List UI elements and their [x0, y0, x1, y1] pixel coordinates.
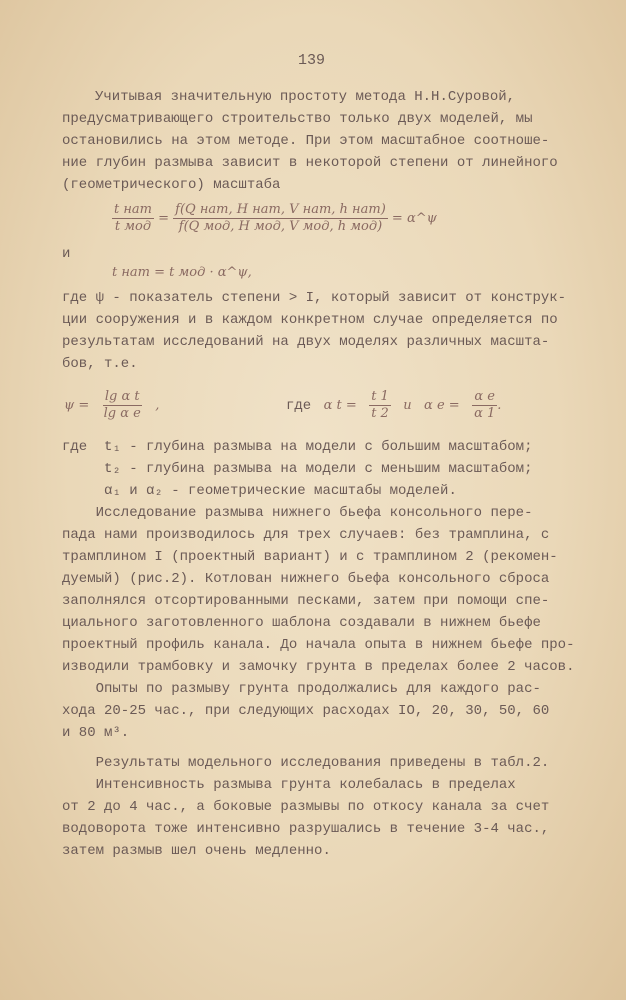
text-line: (геометрического) масштаба	[62, 177, 281, 193]
text-line: Интенсивность размыва грунта колебалась в пределах	[62, 777, 516, 793]
text-line: хода 20-25 час., при следующих расходах IO, 20, 30, 50, 60	[62, 703, 550, 719]
text-line: циального заготовленного шаблона создавали в нижнем бьефе	[62, 615, 541, 631]
text-line: от 2 до 4 час., а боковые размывы по откосу канала за счет	[62, 799, 550, 815]
page-number: 139	[298, 52, 326, 69]
formula-scour-nature: t нат = t мод · α^ψ,	[112, 265, 252, 280]
paragraph-gap	[62, 744, 622, 752]
where-word: где	[286, 397, 312, 414]
text-line: α₁ и α₂ - геометрические масштабы моделей.	[62, 483, 457, 499]
formula-result-wrap	[388, 211, 437, 227]
text-line: затем размыв шел очень медленно.	[62, 843, 331, 859]
formula-and: и	[403, 397, 412, 413]
text-line: трамплином I (проектный вариант) и с трамплином 2 (рекомен-	[62, 549, 558, 565]
text-line: Результаты модельного исследования приведены в табл.2.	[62, 755, 550, 771]
formula-denominator: lg α e	[103, 406, 141, 421]
paragraph-3	[62, 502, 622, 744]
text-line: Опыты по размыву грунта продолжались для каждого рас-	[62, 681, 541, 697]
text-line: Исследование размыва нижнего бьефа консольного пере-	[62, 505, 533, 521]
formula-numerator: α e	[474, 389, 495, 404]
text-line: дуемый) (рис.2). Котлован нижнего бьефа консольного сброса	[62, 571, 550, 587]
and-word: и	[62, 246, 71, 262]
formula-result: = α^ψ	[391, 210, 437, 226]
text-line: где t₁ - глубина размыва на модели с большим масштабом;	[62, 439, 533, 455]
text-line: бов, т.е.	[62, 356, 138, 372]
text-line: изводили трамбовку и замочку грунта в пределах более 2 часов.	[62, 659, 575, 675]
formula-numerator: t нат	[114, 202, 152, 217]
formula-lhs: α t =	[323, 397, 357, 413]
formula-denominator: f(Q мод, H мод, V мод, h мод)	[178, 219, 383, 234]
text-line: Учитывая значительную простоту метода Н.Н.Суровой,	[95, 89, 516, 105]
paragraph-2	[62, 287, 622, 375]
text-line: ции сооружения и в каждом конкретном случае определяется по	[62, 312, 558, 328]
formula-lhs: α e =	[424, 397, 460, 413]
text-line: результатам исследований на двух моделях различных масшта-	[62, 334, 550, 350]
text-line: пада нами производилось для трех случаев: без трамплина, с	[62, 527, 550, 543]
formula-numerator: t 1	[371, 389, 389, 404]
formula-denominator: α 1	[474, 406, 496, 421]
text-line: предусматривающего строительство только двух моделей, мы	[62, 111, 533, 127]
paragraph-1	[62, 86, 622, 196]
text-line: водоворота тоже интенсивно разрушались в течение 3-4 час.,	[62, 821, 550, 837]
text-line: где ψ - показатель степени > I, который зависит от конструк-	[62, 290, 567, 306]
text-line: проектный профиль канала. До начала опыта в нижнем бьефе про-	[62, 637, 575, 653]
definitions	[62, 436, 622, 502]
equals-sign: =	[154, 210, 174, 226]
text-line: и 80 м³.	[62, 725, 130, 741]
formula-numerator: f(Q нат, H нат, V нат, h нат)	[175, 202, 386, 217]
text-line: ние глубин размыва зависит в некоторой степени от линейного	[62, 155, 558, 171]
text-line: остановились на этом методе. При этом масштабное соотноше-	[62, 133, 550, 149]
text-line: t₂ - глубина размыва на модели с меньшим масштабом;	[62, 461, 533, 477]
formula-denominator: t 2	[371, 406, 389, 421]
formula-numerator: lg α t	[104, 389, 140, 404]
formula-denominator: t мод	[114, 219, 152, 234]
document-page	[62, 50, 622, 862]
text-line: заполнялся отсортированными песками, затем при помощи спе-	[62, 593, 550, 609]
formula-scour-ratio	[62, 202, 622, 235]
formula-lhs: ψ =	[64, 397, 90, 413]
formula-exponent	[64, 389, 286, 422]
formula-scales	[286, 389, 501, 422]
formula-comma: ,	[155, 397, 160, 413]
formula-period: .	[497, 397, 502, 413]
paragraph-5	[62, 774, 622, 862]
formula-row	[64, 389, 622, 422]
